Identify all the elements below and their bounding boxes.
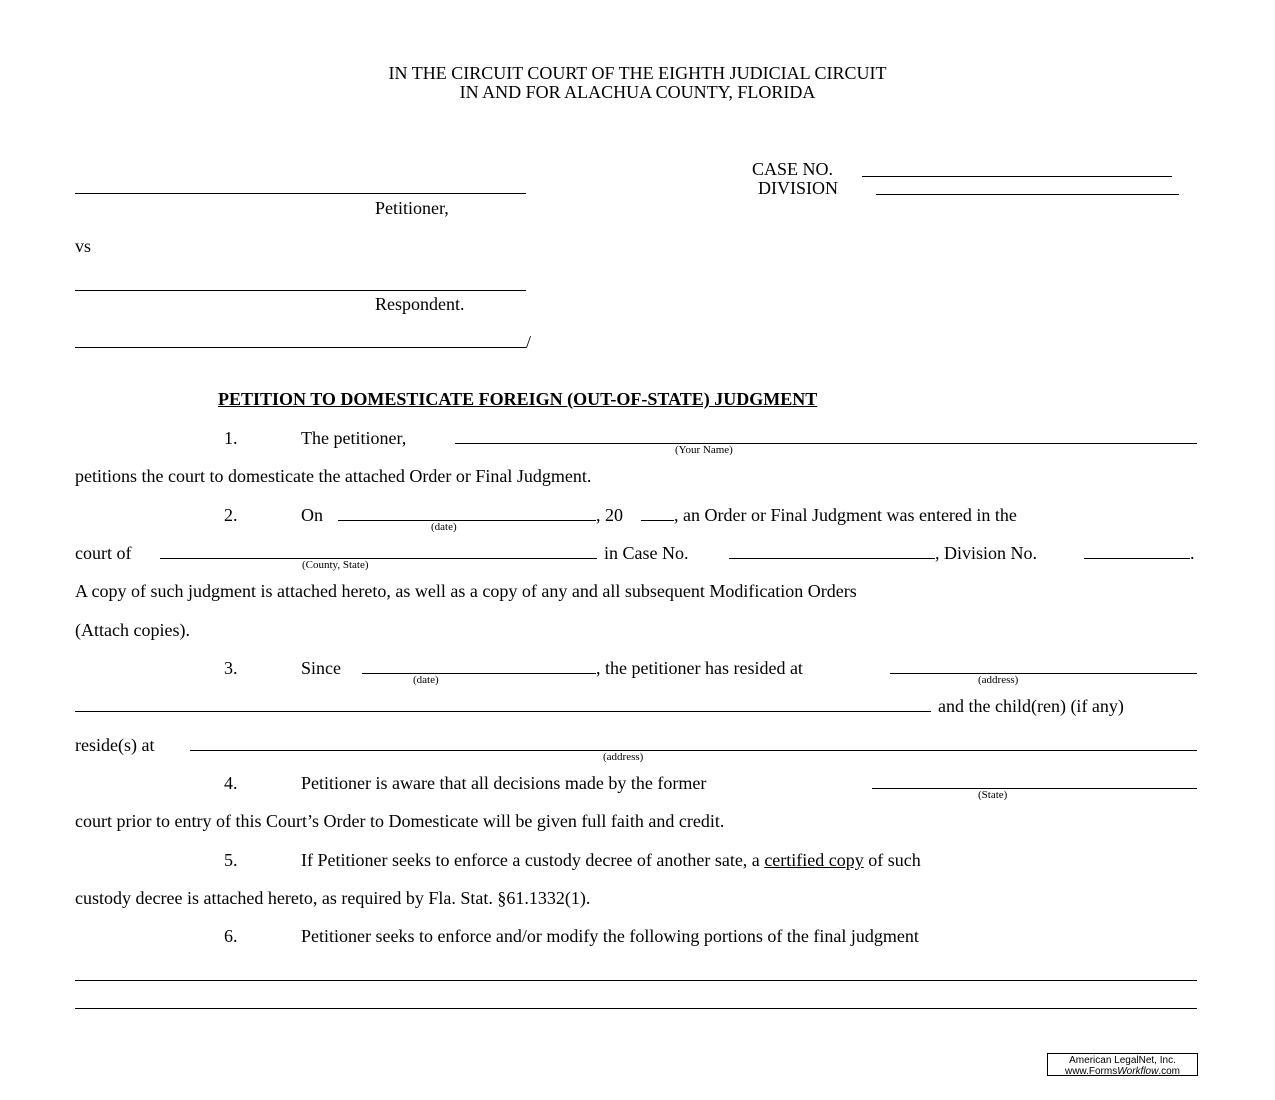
para2-line3: A copy of such judgment is attached hereto, as well as a copy of any and all subsequent Modification Orders (75, 581, 857, 601)
para6-number: 6. (224, 926, 238, 946)
respondent-name-field[interactable] (75, 290, 526, 291)
foreign-division-no-field[interactable] (1084, 558, 1190, 559)
para4-number: 4. (224, 773, 238, 793)
judgment-date-caption: (date) (431, 521, 457, 533)
para2-line4: (Attach copies). (75, 620, 190, 640)
para5-text-a: If Petitioner seeks to enforce a custody decree of another sate, a (301, 850, 760, 870)
portions-field-line2[interactable] (75, 1008, 1197, 1009)
para2-court-of: court of (75, 543, 132, 563)
document-title: PETITION TO DOMESTICATE FOREIGN (OUT-OF-STATE) JUDGMENT (218, 389, 818, 409)
judgment-year-field[interactable] (641, 520, 674, 521)
petitioner-your-name-field[interactable] (455, 443, 1197, 444)
caption-closing-line (75, 347, 526, 348)
para4-continuation: court prior to entry of this Court’s Order to Domesticate will be given full faith and credit. (75, 811, 725, 831)
para4-text: Petitioner is aware that all decisions made by the former (301, 773, 707, 793)
para3-resided: , the petitioner has resided at (596, 658, 803, 678)
case-no-field[interactable] (862, 176, 1172, 177)
para1-continuation: petitions the court to domesticate the attached Order or Final Judgment. (75, 466, 592, 486)
portions-field-line1[interactable] (75, 980, 1197, 981)
court-header-line1: IN THE CIRCUIT COURT OF THE EIGHTH JUDICIAL CIRCUIT (388, 63, 887, 83)
your-name-caption: (Your Name) (675, 444, 733, 456)
para3-since: Since (301, 658, 341, 678)
residence-date-caption: (date) (413, 674, 439, 686)
para6-text: Petitioner seeks to enforce and/or modify the following portions of the final judgment (301, 926, 919, 946)
state-caption: (State) (978, 789, 1008, 801)
para3-children: and the child(ren) (if any) (938, 696, 1124, 716)
county-state-caption: (County, State) (302, 559, 369, 571)
case-no-label: CASE NO. (752, 159, 834, 179)
children-address-field[interactable] (190, 750, 1197, 751)
petitioner-address-field[interactable] (890, 673, 1197, 674)
petitioner-name-field[interactable] (75, 193, 526, 194)
para2-division: , Division No. (935, 543, 1038, 563)
residence-since-date-field[interactable] (362, 673, 596, 674)
para5-text-b: of such (868, 850, 921, 870)
vs-label: vs (75, 236, 92, 256)
division-label: DIVISION (758, 178, 838, 198)
court-county-state-field[interactable] (160, 558, 597, 559)
petitioner-address-field-line2[interactable] (75, 711, 931, 712)
para2-on: On (301, 505, 323, 525)
para2-period: . (1190, 543, 1195, 563)
former-state-field[interactable] (872, 788, 1197, 789)
para2-after-year: , an Order or Final Judgment was entered in the (674, 505, 1017, 525)
para2-number: 2. (224, 505, 238, 525)
publisher-name: American LegalNet, Inc. (1069, 1055, 1176, 1066)
para2-in-case: in Case No. (604, 543, 689, 563)
division-field[interactable] (876, 194, 1179, 195)
para2-year-prefix: , 20 (596, 505, 623, 525)
para3-number: 3. (224, 658, 238, 678)
children-address-caption: (address) (603, 751, 644, 763)
foreign-case-no-field[interactable] (729, 558, 935, 559)
para1-lead: The petitioner, (301, 428, 407, 448)
para5-line1 (301, 851, 921, 869)
petitioner-address-caption: (address) (978, 674, 1019, 686)
publisher-url: www.FormsWorkflow.com (1064, 1066, 1181, 1077)
publisher-footer-box (1047, 1053, 1198, 1076)
court-header-line2: IN AND FOR ALACHUA COUNTY, FLORIDA (459, 82, 816, 102)
para5-continuation: custody decree is attached hereto, as required by Fla. Stat. §61.1332(1). (75, 888, 591, 908)
caption-slash: / (526, 332, 532, 352)
para5-number: 5. (224, 850, 238, 870)
certified-copy-text: certified copy (764, 850, 864, 870)
para3-resides: reside(s) at (75, 735, 155, 755)
para1-number: 1. (224, 428, 238, 448)
respondent-label: Respondent. (375, 294, 465, 314)
petitioner-label: Petitioner, (375, 198, 449, 218)
judgment-date-field[interactable] (338, 520, 596, 521)
